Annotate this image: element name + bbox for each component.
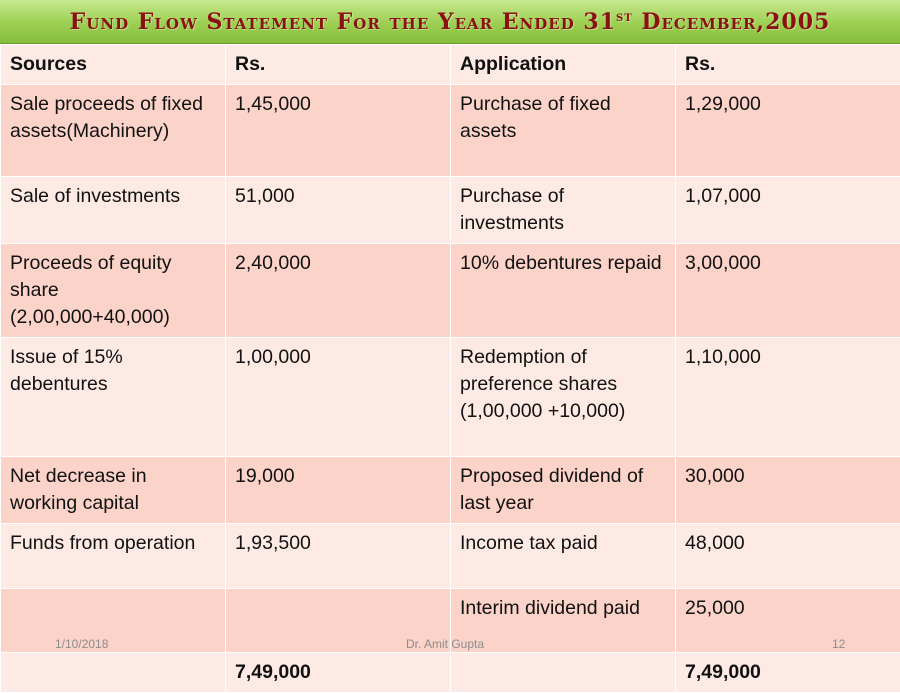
application-amount-cell: 48,000 <box>676 524 900 589</box>
source-amount-cell: 51,000 <box>226 177 451 244</box>
application-cell: 10% debentures repaid <box>451 244 676 338</box>
source-amount-cell: 1,93,500 <box>226 524 451 589</box>
application-amount-cell: 25,000 <box>676 589 900 653</box>
application-cell: Redemption of preference shares (1,00,000 +10,000) <box>451 338 676 457</box>
header-sources: Sources <box>1 45 226 85</box>
footer-author: Dr. Amit Gupta <box>406 637 484 651</box>
application-cell: Proposed dividend of last year <box>451 457 676 524</box>
table-row <box>1 457 900 524</box>
table-row <box>1 85 900 177</box>
source-amount-cell: 19,000 <box>226 457 451 524</box>
source-cell: Proceeds of equity share (2,00,000+40,000) <box>1 244 226 338</box>
title-bar <box>0 0 900 44</box>
source-amount-cell: 1,00,000 <box>226 338 451 457</box>
source-cell <box>1 653 226 693</box>
title-superscript: st <box>616 9 633 25</box>
application-cell: Purchase of investments <box>451 177 676 244</box>
total-row <box>1 653 900 693</box>
source-cell: Issue of 15% debentures <box>1 338 226 457</box>
slide-title <box>70 9 831 35</box>
application-amount-cell: 1,10,000 <box>676 338 900 457</box>
source-cell: Net decrease in working capital <box>1 457 226 524</box>
application-cell: Purchase of fixed assets <box>451 85 676 177</box>
source-cell: Sale of investments <box>1 177 226 244</box>
application-cell: Interim dividend paid <box>451 589 676 653</box>
header-application: Application <box>451 45 676 85</box>
source-cell: Sale proceeds of fixed assets(Machinery) <box>1 85 226 177</box>
header-application-amount: Rs. <box>676 45 900 85</box>
application-amount-cell: 1,07,000 <box>676 177 900 244</box>
header-row <box>1 45 900 85</box>
footer-page-number: 12 <box>832 637 845 651</box>
source-amount-cell: 2,40,000 <box>226 244 451 338</box>
application-amount-cell: 30,000 <box>676 457 900 524</box>
title-main: Fund Flow Statement For the Year Ended 31 <box>70 9 616 35</box>
table-row <box>1 524 900 589</box>
source-amount-cell: 1,45,000 <box>226 85 451 177</box>
application-cell <box>451 653 676 693</box>
sources-total: 7,49,000 <box>226 653 451 693</box>
application-amount-cell: 1,29,000 <box>676 85 900 177</box>
fund-flow-table <box>0 44 900 693</box>
source-cell <box>1 589 226 653</box>
applications-total: 7,49,000 <box>676 653 900 693</box>
table-row <box>1 177 900 244</box>
source-cell: Funds from operation <box>1 524 226 589</box>
table-row <box>1 338 900 457</box>
application-amount-cell: 3,00,000 <box>676 244 900 338</box>
title-end: December,2005 <box>633 9 831 35</box>
application-cell: Income tax paid <box>451 524 676 589</box>
footer-date: 1/10/2018 <box>55 637 108 651</box>
header-sources-amount: Rs. <box>226 45 451 85</box>
table-row <box>1 244 900 338</box>
